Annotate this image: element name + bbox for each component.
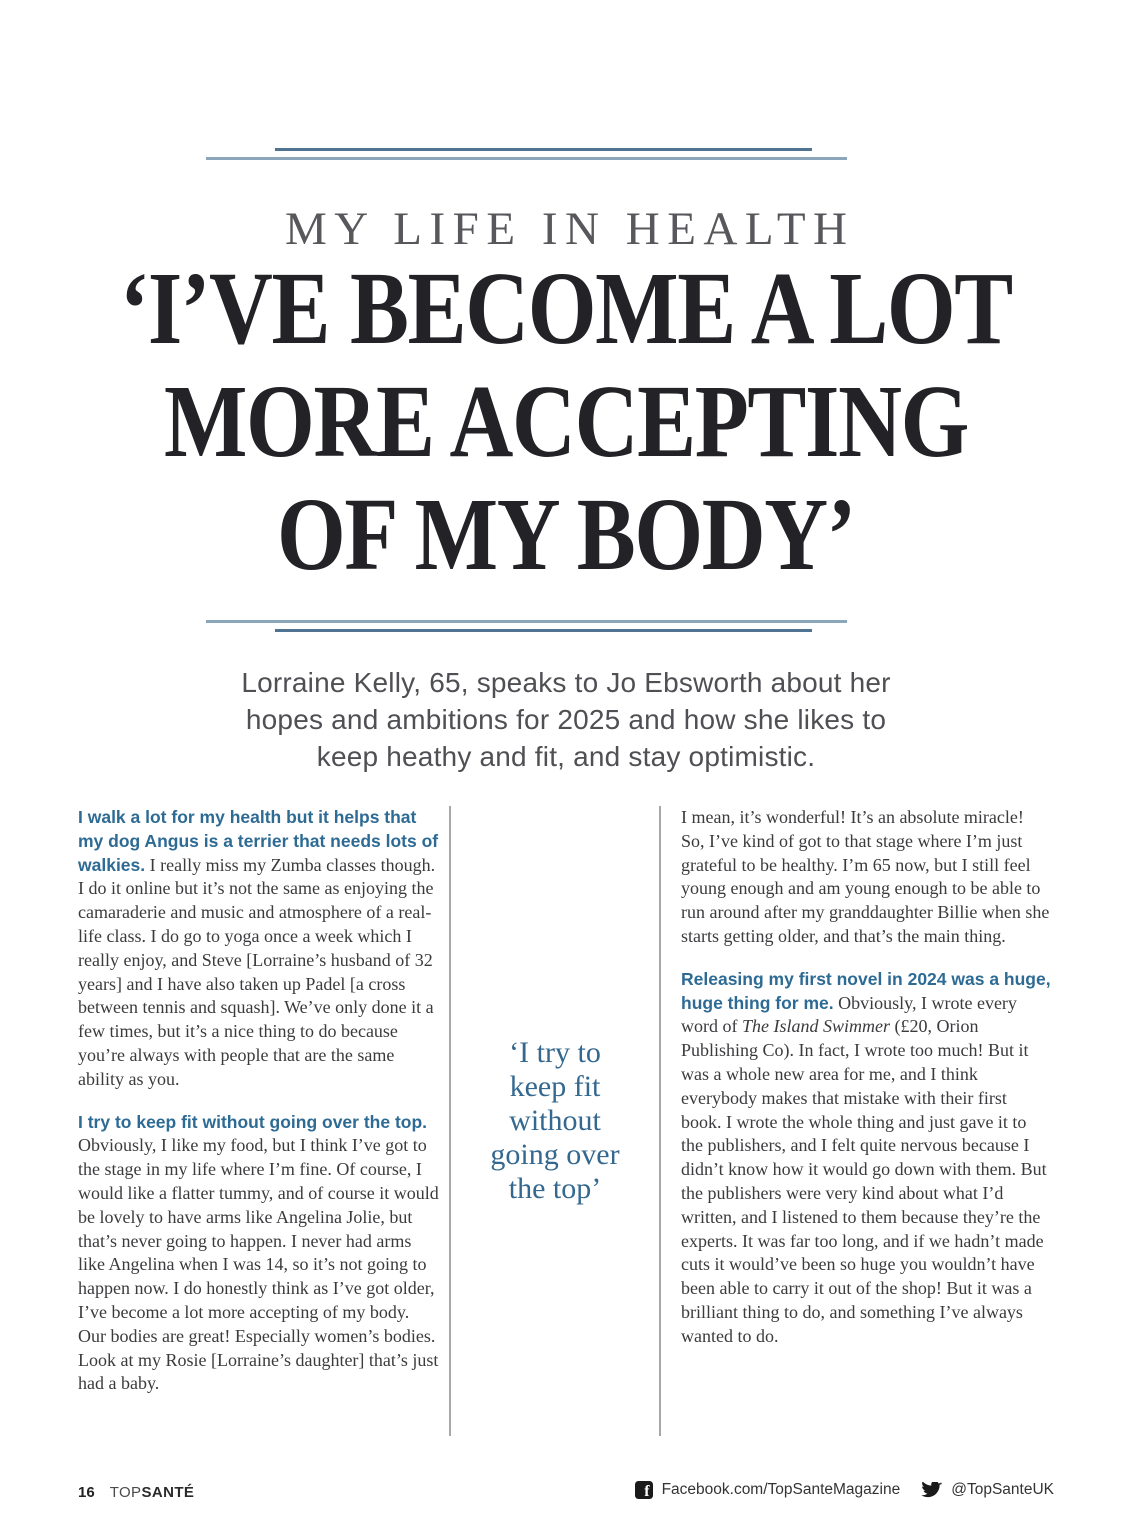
pull-quote-line: ‘I try to xyxy=(509,1036,601,1069)
facebook-handle: Facebook.com/TopSanteMagazine xyxy=(661,1481,901,1498)
facebook-icon-glyph: f xyxy=(644,1483,650,1499)
divider-line-light xyxy=(206,620,847,623)
article-paragraph xyxy=(78,1111,440,1397)
headline-line-text: MORE ACCEPTING xyxy=(163,364,969,479)
magazine-logo-top: TOP xyxy=(109,1484,142,1501)
top-divider-rule xyxy=(0,148,1132,162)
twitter-handle: @TopSanteUK xyxy=(951,1481,1054,1498)
magazine-logo-sante: SANTÉ xyxy=(141,1484,195,1501)
paragraph-body: (£20, Orion Publishing Co). In fact, I wrote too much! But it was a whole new area for me, and I think everybody makes that mistake with their first book. I wrote the whole thing and just gave it to the publishers, and I felt quite nervous because I didn’t know how it would go down with them. But the publishers were very kind about what I’d written, and I listened to them because they’re the experts. It was far too long, and if we hadn’t made cuts it would’ve been so huge you wouldn’t have been able to carry it out of the shop! But it was a brilliant thing to do, and something I’ve always wanted to do. xyxy=(681,1016,1047,1346)
article-paragraph xyxy=(78,806,440,1092)
twitter-icon xyxy=(921,1482,942,1499)
paragraph-body: I really miss my Zumba classes though. I do it online but it’s not the same as enjoying the camaraderie and music and atmosphere of a real-life class. I do go to yoga once a week which I really enjoy, and Steve [Lorraine’s husband of 32 years] and I have also taken up Padel [a cross between tennis and squash]. We’ve only done it a few times, but it’s a nice thing to do because you’re always with people that are the same ability as you. xyxy=(78,854,436,1089)
standfirst-line: hopes and ambitions for 2025 and how she likes to xyxy=(245,704,887,735)
left-column xyxy=(78,806,440,1396)
headline-line-text: OF MY BODY’ xyxy=(277,477,855,592)
headline-line xyxy=(0,478,1132,591)
paragraph-body: Obviously, I wrote every word of xyxy=(681,992,1017,1037)
section-kicker: MY LIFE IN HEALTH xyxy=(284,203,855,255)
paragraph-body: I mean, it’s wonderful! It’s an absolute miracle! So, I’ve kind of got to that stage where I’m just grateful to be healthy. I’m 65 now, but I still feel young enough and am young enough to be able to run around after my granddaughter Billie when she starts getting older, and that’s the main thing. xyxy=(681,807,1050,946)
headline-line-text: ‘I’VE BECOME A LOT xyxy=(119,251,1013,366)
right-column xyxy=(681,806,1051,1349)
pull-quote-line: keep fit xyxy=(509,1070,601,1103)
divider-line-light xyxy=(206,157,847,160)
paragraph-lead: I walk a lot for my health but it helps that my dog Angus is a terrier that needs lots of walkies. xyxy=(78,807,439,875)
book-title: The Island Swimmer xyxy=(742,1016,890,1037)
pull-quote-column xyxy=(451,806,659,1436)
article-paragraph xyxy=(681,806,1051,949)
paragraph-body: Obviously, I like my food, but I think I’ve got to the stage in my life where I’m fine. Of course, I would like a flatter tummy, and of course it would be lovely to have arms like Angelina Jolie, but that’s never going to happen. I never had arms like Angelina when I was 14, so it’s not going to happen now. I do honestly think as I’ve got older, I’ve become a lot more accepting of my body. Our bodies are great! Especially women’s bodies. Look at my Rosie [Lorraine’s daughter] that’s just had a baby. xyxy=(78,1135,439,1394)
article-headline xyxy=(0,252,1132,591)
magazine-logo xyxy=(110,1484,195,1501)
bottom-divider-rule xyxy=(0,620,1132,634)
article-body xyxy=(0,806,1132,1438)
footer-right xyxy=(635,1481,1054,1499)
pull-quote-line: without xyxy=(509,1104,601,1137)
column-rule-right xyxy=(659,806,661,1436)
headline-line xyxy=(0,252,1132,365)
divider-line-dark xyxy=(275,629,812,632)
pull-quote-line: the top’ xyxy=(508,1172,602,1205)
footer-left xyxy=(78,1484,194,1501)
headline-line xyxy=(0,365,1132,478)
standfirst xyxy=(0,664,1132,775)
standfirst-line: Lorraine Kelly, 65, speaks to Jo Ebsworth about her xyxy=(241,667,891,698)
page-number: 16 xyxy=(78,1484,95,1501)
divider-line-dark xyxy=(275,148,812,151)
paragraph-lead: I try to keep fit without going over the top. xyxy=(78,1111,428,1132)
standfirst-line: keep heathy and fit, and stay optimistic. xyxy=(316,741,816,772)
pull-quote xyxy=(490,1036,619,1206)
pull-quote-line: going over xyxy=(490,1138,620,1171)
paragraph-lead: Releasing my first novel in 2024 was a huge, huge thing for me. xyxy=(681,968,1051,1013)
facebook-icon xyxy=(635,1481,653,1499)
article-paragraph xyxy=(681,968,1051,1349)
